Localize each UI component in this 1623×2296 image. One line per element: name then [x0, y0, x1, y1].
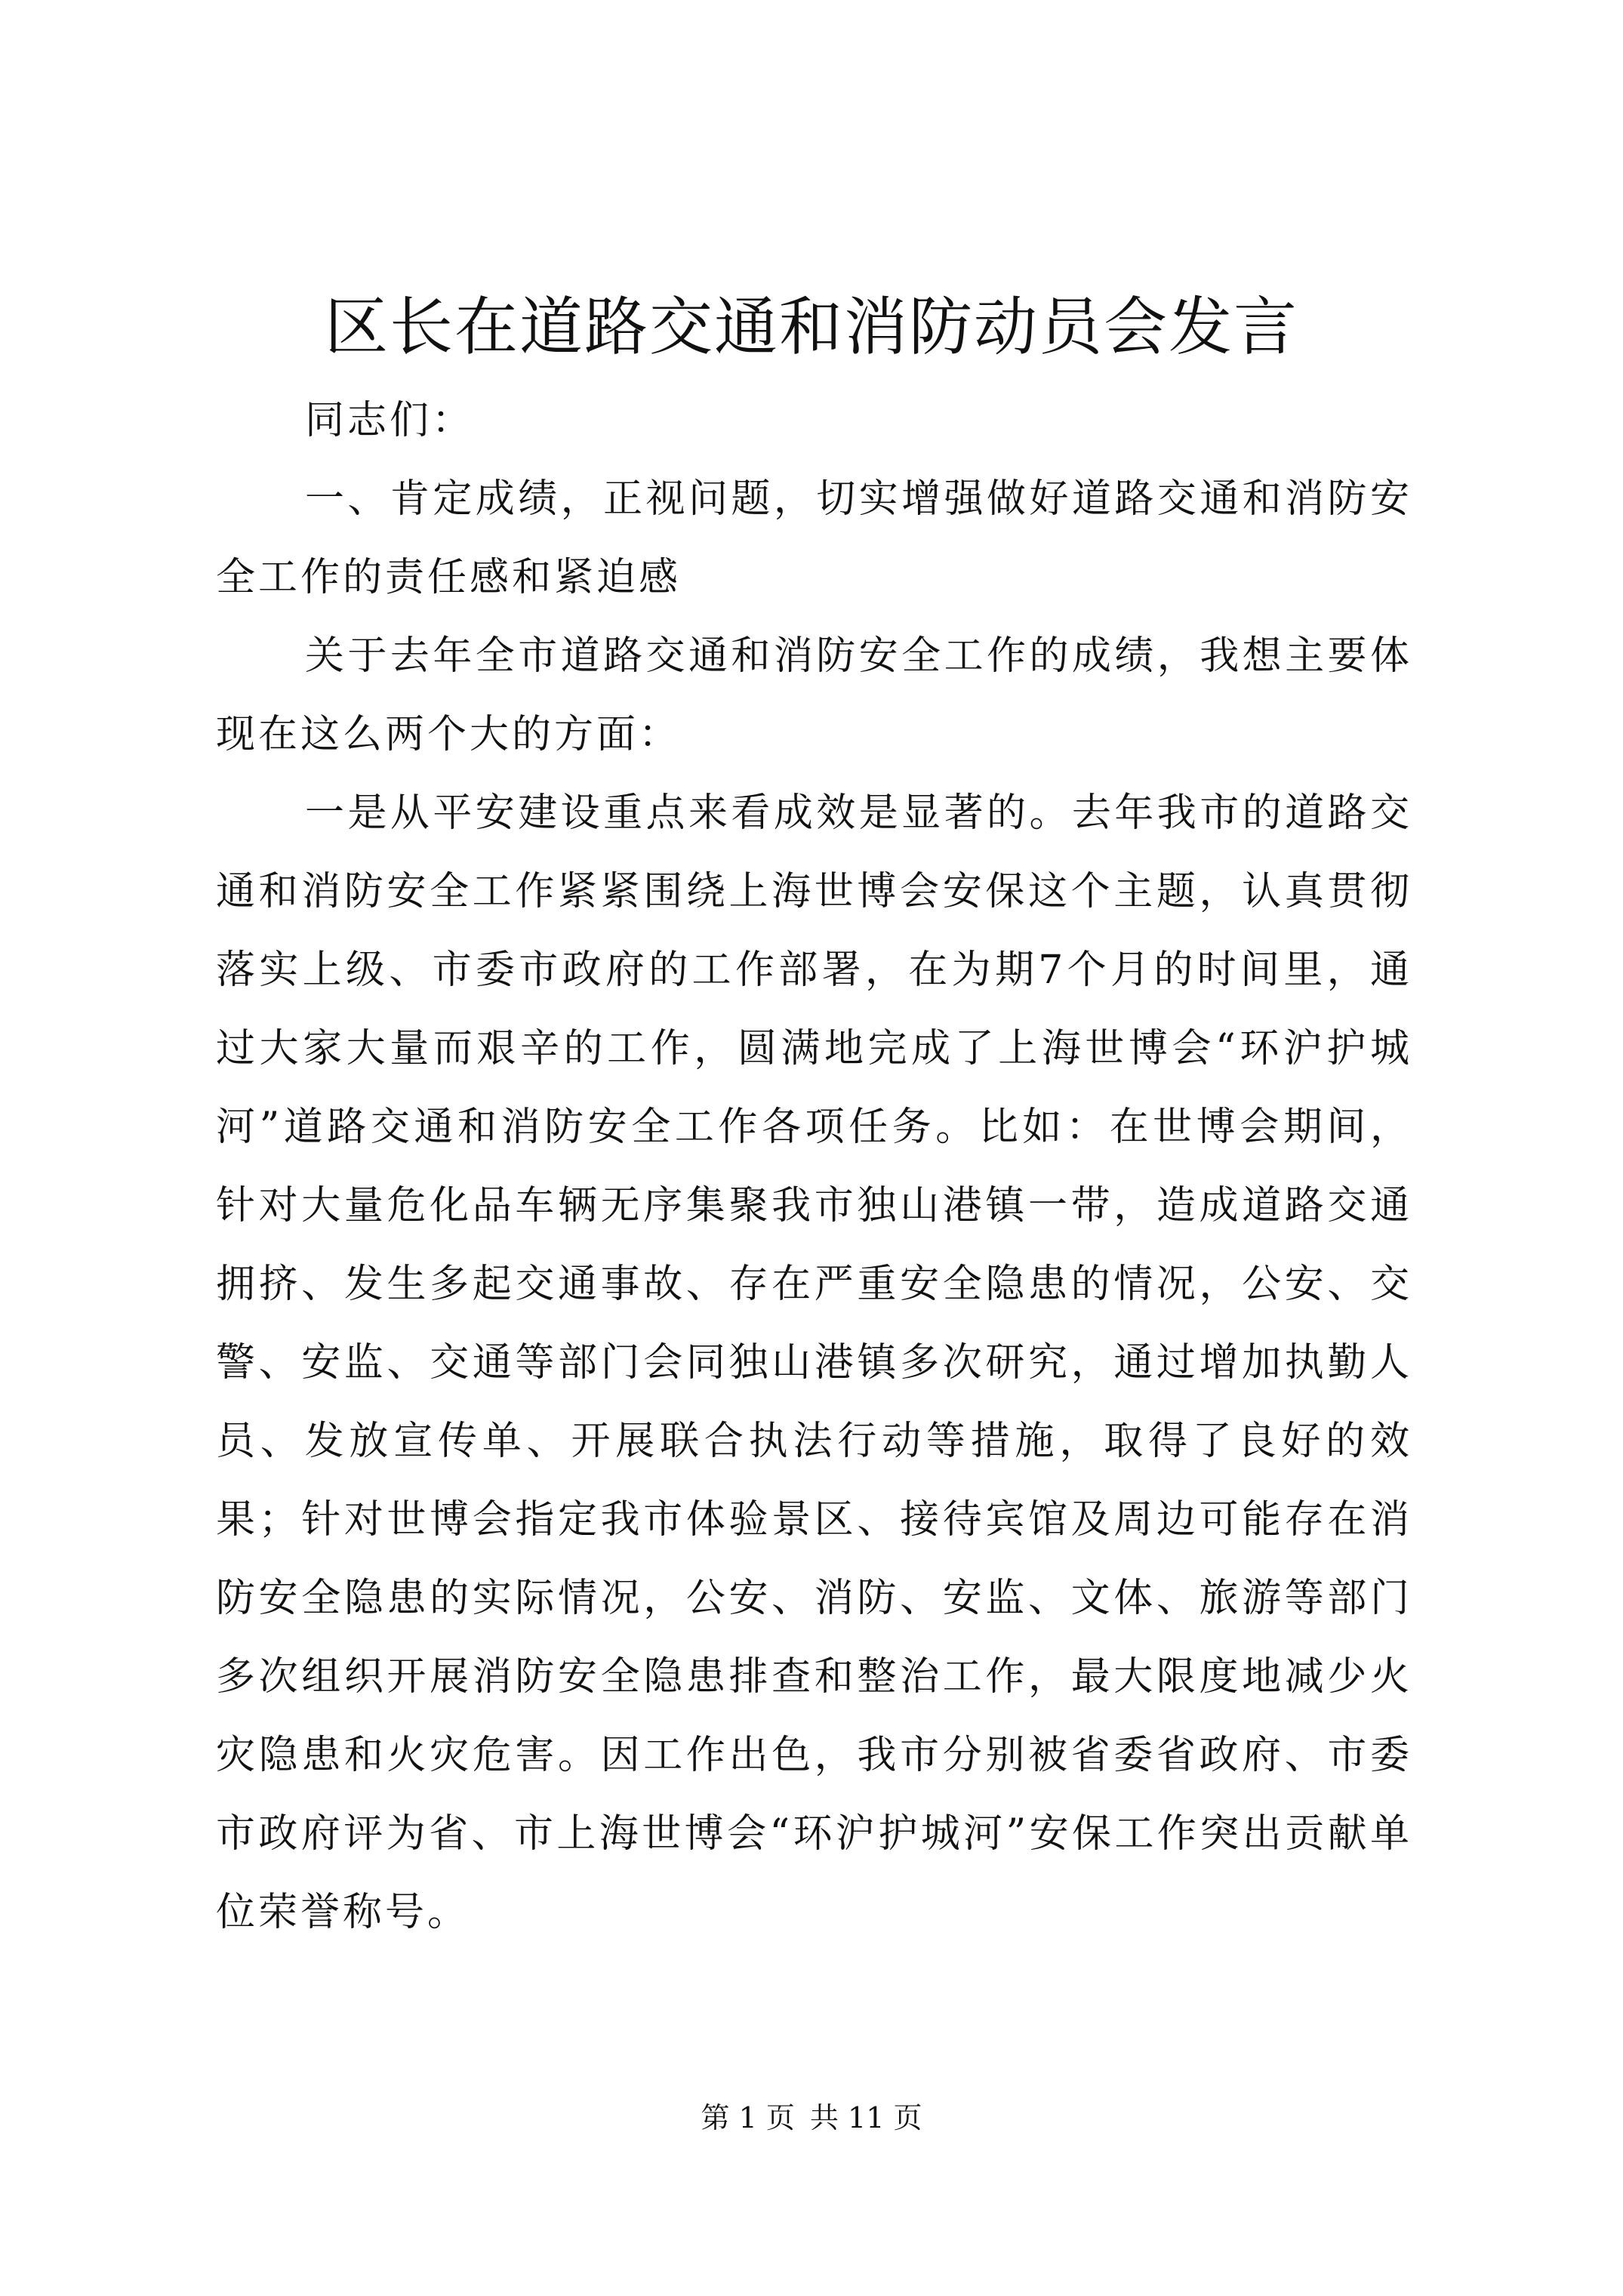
document-title: 区长在道路交通和消防动员会发言: [324, 290, 1298, 364]
page-total: 共 11 页: [809, 2101, 922, 2134]
intro-paragraph: 关于去年全市道路交通和消防安全工作的成绩，我想主要体现在这么两个大的方面：: [216, 633, 1412, 757]
document-body: [216, 381, 1412, 1952]
page-number: 第 1 页: [701, 2101, 795, 2134]
salutation-paragraph: 同志们：: [305, 398, 475, 443]
body-paragraph: 一是从平安建设重点来看成效是显著的。去年我市的道路交通和消防安全工作紧紧围绕上海世博会安保这个主题，认真贯彻落实上级、市委市政府的工作部署，在为期7个月的时间里，通过大家大量而艰辛的工作，圆满地完成了上海世博会“环沪护城河”道路交通和消防安全工作各项任务。比如：在世博会期间，针对大量危化品车辆无序集聚我市独山港镇一带，造成道路交通拥挤、发生多起交通事故、存在严重安全隐患的情况，公安、交警、安监、交通等部门会同独山港镇多次研究，通过增加执勤人员、发放宣传单、开展联合执法行动等措施，取得了良好的效果；针对世博会指定我市体验景区、接待宾馆及周边可能存在消防安全隐患的实际情况，公安、消防、安监、文体、旅游等部门多次组织开展消防安全隐患排查和整治工作，最大限度地减少火灾隐患和火灾危害。因工作出色，我市分别被省委省政府、市委市政府评为省、市上海世博会“环沪护城河”安保工作突出贡献单位荣誉称号。: [216, 791, 1412, 1935]
section-heading-paragraph: 一、肯定成绩，正视问题，切实增强做好道路交通和消防安全工作的责任感和紧迫感: [216, 476, 1412, 600]
page-footer: [0, 2099, 1623, 2137]
